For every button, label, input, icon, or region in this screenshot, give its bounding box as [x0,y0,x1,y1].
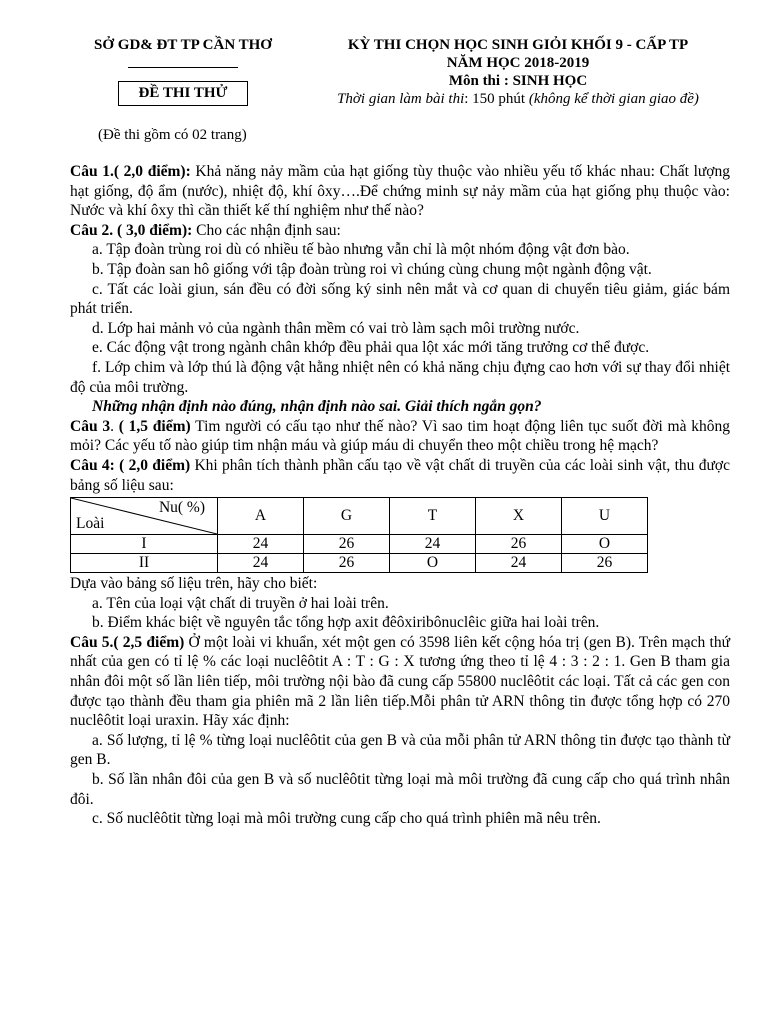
pages-note: (Đề thi gồm có 02 trang) [98,127,247,143]
question-1-label: Câu 1.( 2,0 điểm): [70,163,191,180]
nucleotide-table [70,497,648,573]
question-4-item-b: b. Điểm khác biệt về nguyên tắc tổng hợp axit đêôxiribônuclêic giữa hai loài trên. [92,614,600,632]
subject: Môn thi : SINH HỌC [448,73,588,89]
question-3-dot: . [110,417,119,435]
table-row [71,554,648,573]
column-header: A [218,498,304,535]
corner-label-loai: Loài [76,515,105,533]
question-4-item-a: a. Tên của loại vật chất di truyền ở hai loài trên. [92,594,389,612]
row-label: I [71,535,218,554]
exam-type-box: ĐỀ THI THỬ [118,81,248,106]
table-cell: 24 [476,554,562,573]
question-3-points: ( 1,5 điểm) [118,417,191,435]
question-3-label: Câu 3 [70,417,111,435]
header-left [74,36,292,106]
question-2-item-c: c. Tất các loài giun, sán đều có đời sống ký sinh nên mắt và cơ quan di chuyển tiêu giảm, giác bám phát triển. [70,280,730,318]
time-line [300,90,736,108]
question-3-text: Tim người có cấu tạo như thế nào? Vì sao tim hoạt động liên tục suốt đời mà không mỏi? Các yếu tố nào giúp tim nhận máu và giúp máu di chuyển theo một chiều trong hệ mạch? [70,417,730,455]
question-2-item-f: f. Lớp chim và lớp thú là động vật hằng nhiệt nên có khả năng chịu đựng cao hơn với sự thay đổi nhiệt độ của môi trường. [70,358,730,396]
header-divider [128,67,238,68]
school-year: NĂM HỌC 2018-2019 [446,55,590,71]
question-5-item-a: a. Số lượng, tỉ lệ % từng loại nuclêôtit của gen B và của mỗi phân tử ARN thông tin được tạo thành từ gen B. [70,731,730,769]
time-note: (không kể thời gian giao đề) [528,91,699,107]
question-4-after: Dựa vào bảng số liệu trên, hãy cho biết: [70,575,318,593]
question-5-item-c: c. Số nuclêôtit từng loại mà môi trường cung cấp cho quá trình phiên mã nêu trên. [92,810,601,828]
question-2-item-a: a. Tập đoàn trùng roi dù có nhiều tế bào nhưng vẫn chỉ là một nhóm động vật đơn bào. [92,241,630,259]
time-value: : 150 phút [464,91,529,107]
question-5 [70,633,730,731]
question-4-text: Khi phân tích thành phần cấu tạo về vật chất di truyền của các loài sinh vật, thu được bảng số liệu sau: [70,456,730,494]
exam-title: KỲ THI CHỌN HỌC SINH GIỎI KHỐI 9 - CẤP TP [347,37,689,53]
table-cell: 24 [390,535,476,554]
question-1 [70,162,730,221]
department-name: SỞ GD& ĐT TP CẦN THƠ [94,37,272,53]
question-2-text: Cho các nhận định sau: [192,221,341,239]
question-3 [70,417,730,456]
table-cell: 26 [304,554,390,573]
column-header: T [390,498,476,535]
table-cell: 26 [562,554,648,573]
table-cell: 26 [304,535,390,554]
question-4 [70,456,730,495]
question-4-label: Câu 4: ( 2,0 điểm) [70,456,191,474]
question-1-text: Khả năng nảy mầm của hạt giống tùy thuộc vào nhiều yếu tố khác nhau: Chất lượng hạt giống, độ ẩm (nước), nhiệt độ, khí ôxy….Để chứng minh sự nảy mầm của hạt giống phụ thuộc vào: Nước và khí ôxy thì cần thiết kế thí nghiệm như thế nào? [70,163,730,220]
table-cell: O [562,535,648,554]
table-cell: 24 [218,535,304,554]
table-cell: 24 [218,554,304,573]
corner-label-nu: Nu( %) [158,499,205,517]
column-header: U [562,498,648,535]
question-2-label: Câu 2. ( 3,0 điểm): [70,221,193,239]
question-5-label: Câu 5.( 2,5 điểm) [70,633,185,651]
table-cell: O [390,554,476,573]
table-header-row [71,498,648,535]
question-2 [70,221,730,241]
table-cell: 26 [476,535,562,554]
header-right [300,36,736,108]
question-2-item-d: d. Lớp hai mảnh vỏ của ngành thân mềm có vai trò làm sạch môi trường nước. [92,319,580,337]
question-5-text: Ở một loài vi khuẩn, xét một gen có 3598 liên kết cộng hóa trị (gen B). Trên mạch thứ nhất của gen có tỉ lệ % các loại nuclêôtit A : T : G : X tương ứng theo tỉ lệ 4 : 3 : 2 : 1. Gen B tham gia nhân đôi một số lần liên tiếp, môi trường nội bào đã cung cấp 55800 nuclêôtit các loại. Tất cả các gen con được tạo thành đều tham gia phiên mã 2 lần liên tiếp.Mỗi phân tử ARN thông tin được tổng hợp có 270 nuclêôtit loại uraxin. Hãy xác định: [70,633,730,730]
column-header: X [476,498,562,535]
question-2-prompt: Những nhận định nào đúng, nhận định nào sai. Giải thích ngắn gọn? [92,398,542,416]
row-label: II [71,554,218,573]
question-2-item-b: b. Tập đoàn san hô giống với tập đoàn trùng roi vì chúng cùng chung một ngành động vật. [92,260,652,278]
table-row [71,535,648,554]
column-header: G [304,498,390,535]
exam-content [70,162,730,829]
question-2-item-e: e. Các động vật trong ngành chân khớp đều phải qua lột xác mới tăng trưởng cơ thể được. [92,339,650,357]
table-corner-cell [71,498,218,535]
time-label: Thời gian làm bài thi [337,91,465,107]
question-5-item-b: b. Số lần nhân đôi của gen B và số nuclêôtit từng loại mà môi trường đã cung cấp cho quá trình nhân đôi. [70,771,730,808]
